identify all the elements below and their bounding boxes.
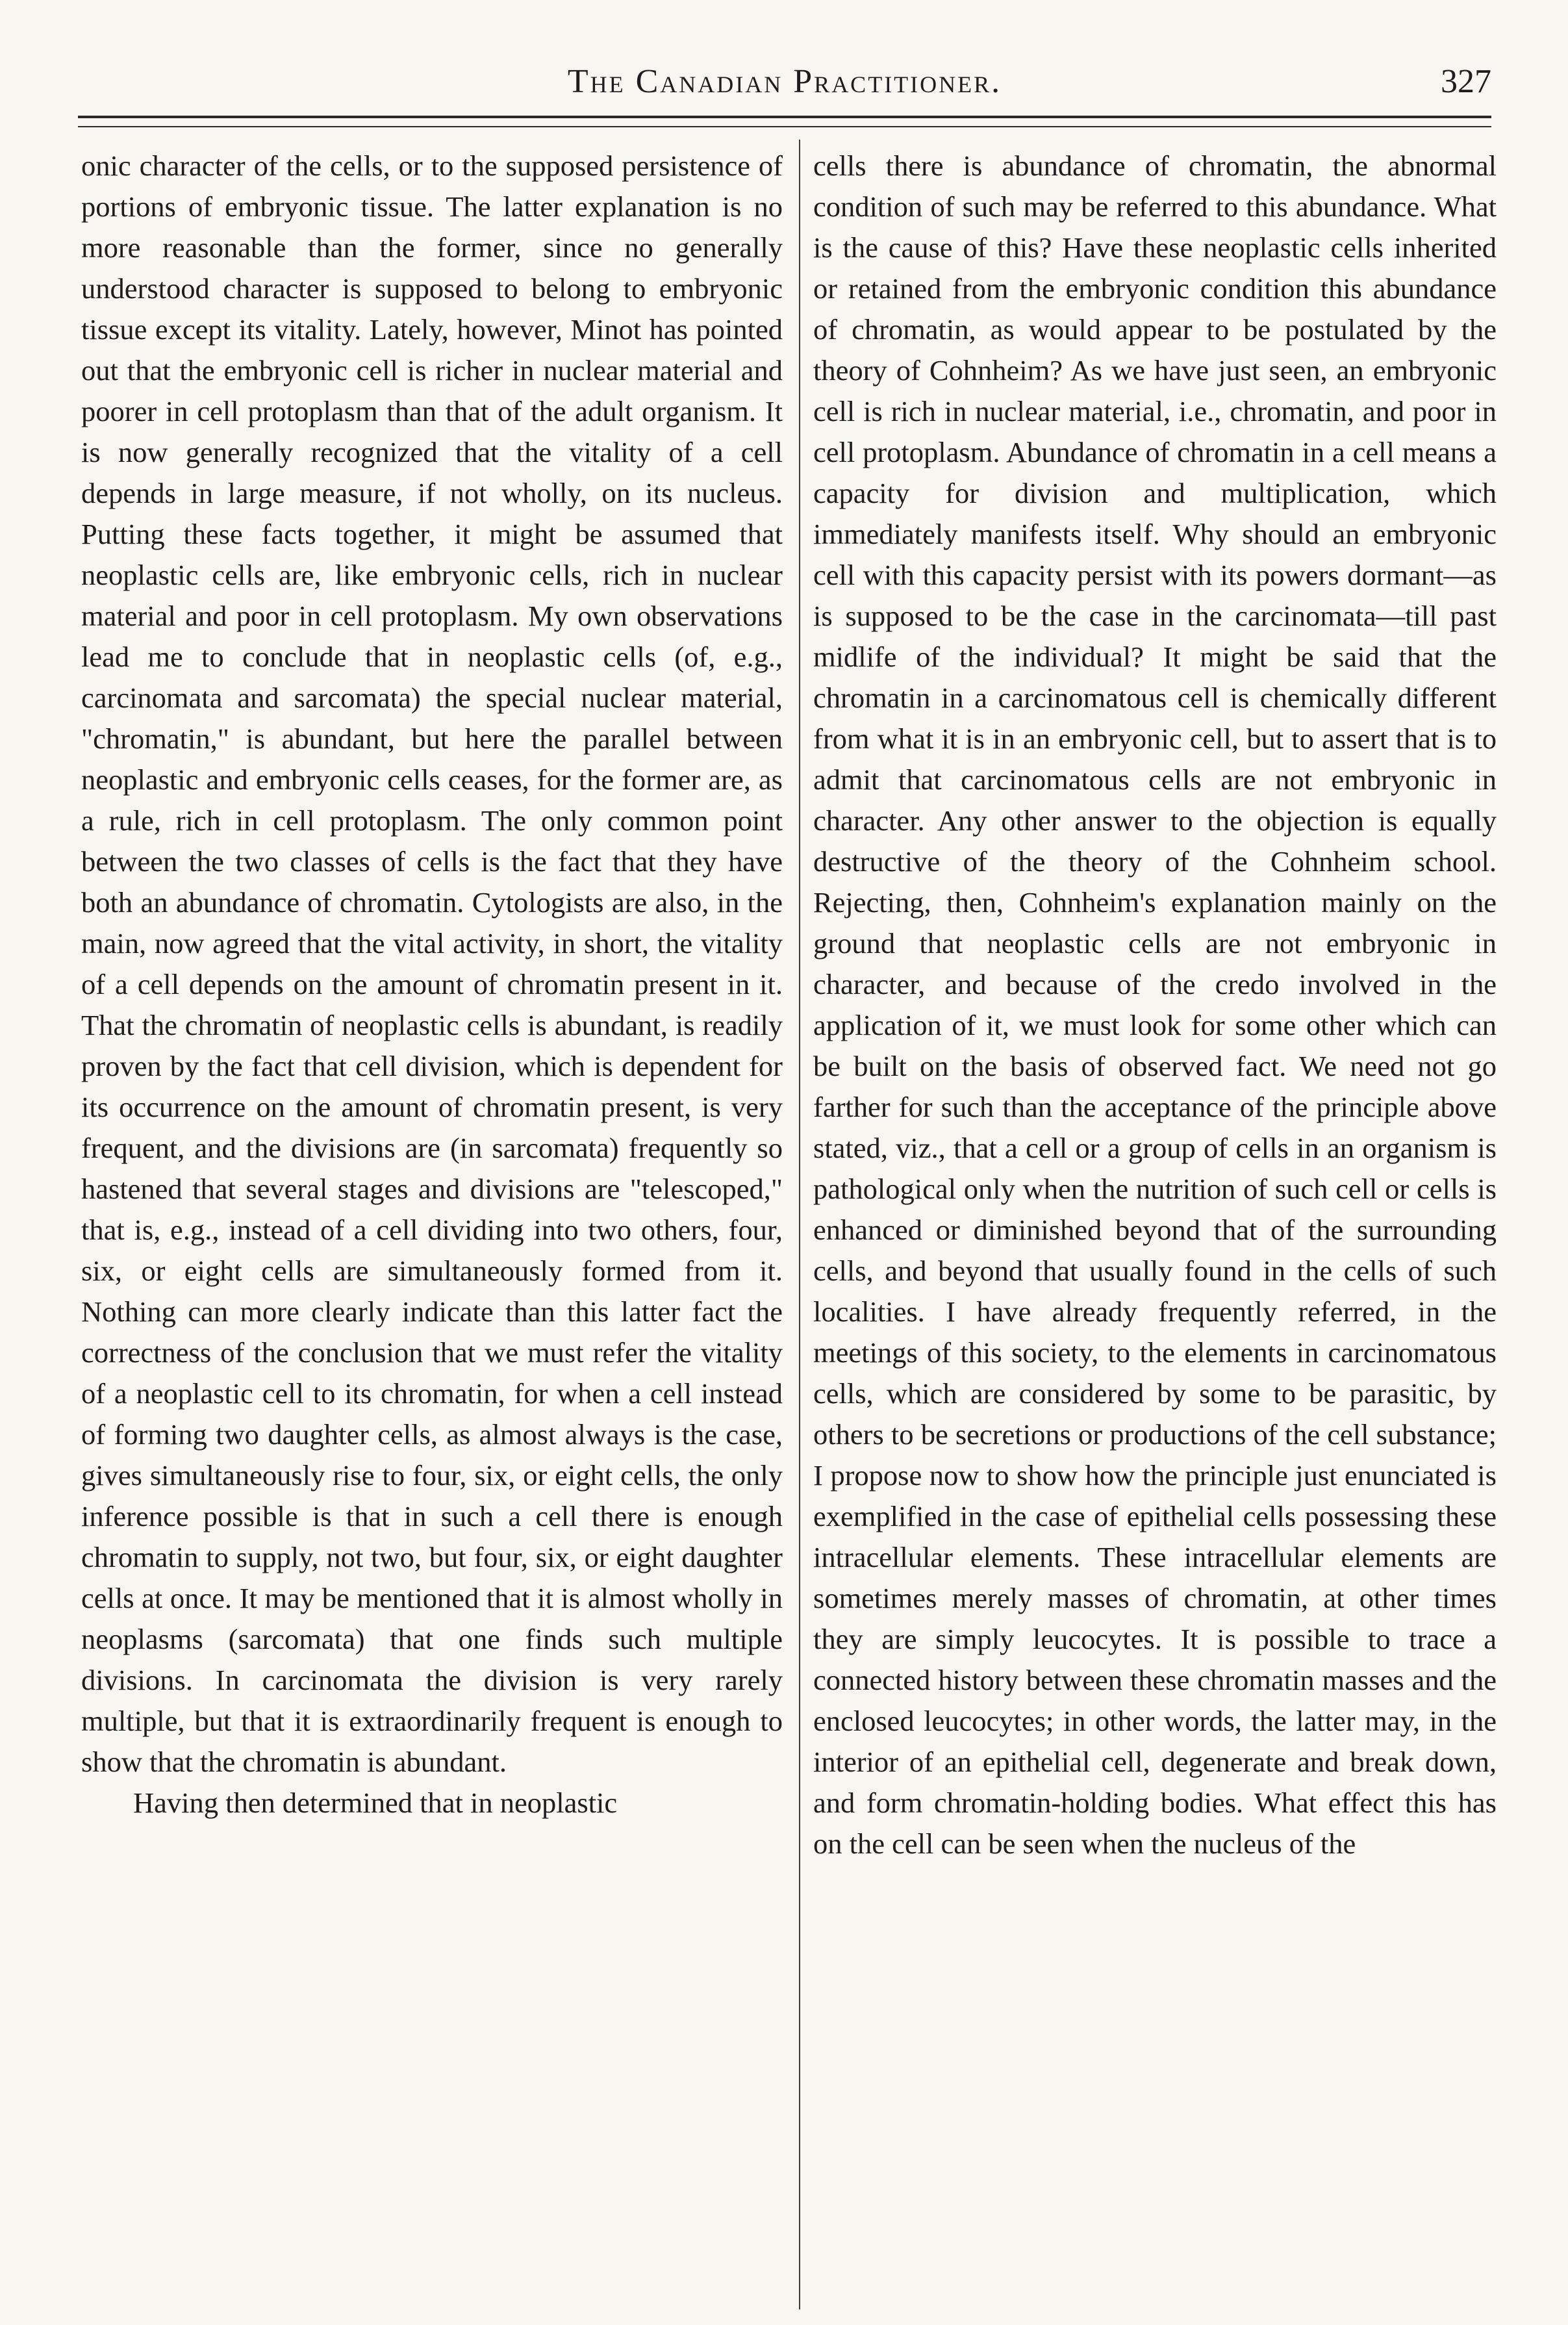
- left-column: [81, 146, 783, 1823]
- header-rule-thick: [78, 116, 1491, 118]
- column-divider: [799, 140, 800, 2309]
- page-header: [78, 62, 1491, 108]
- running-title: The Canadian Practitioner.: [567, 63, 1002, 100]
- right-column: [813, 146, 1497, 1864]
- header-rule-thin: [78, 126, 1491, 127]
- right-paragraph-1: cells there is abundance of chromatin, the abnormal condition of such may be referred to this abundance. What is the cause of this? Have these neoplastic cells inherited or retained from the embryonic condition this abundance of chromatin, as would appear to be postulated by the theory of Cohnheim? As we have just seen, an embryonic cell is rich in nuclear material, i.e., chromatin, and poor in cell protoplasm. Abundance of chromatin in a cell means a capacity for division and multiplication, which immediately manifests itself. Why should an embryonic cell with this capacity persist with its powers dormant—as is supposed to be the case in the carcinomata—till past midlife of the individual? It might be said that the chromatin in a carcinomatous cell is chemically different from what it is in an embryonic cell, but to assert that is to admit that carcinomatous cells are not embryonic in character. Any other answer to the objection is equally destructive of the theory of the Cohnheim school. Rejecting, then, Cohnheim's explanation mainly on the ground that neoplastic cells are not embryonic in character, and because of the credo involved in the application of it, we must look for some other which can be built on the basis of observed fact. We need not go farther for such than the acceptance of the principle above stated, viz., that a cell or a group of cells in an organism is pathological only when the nutrition of such cell or cells is enhanced or diminished beyond that of the surrounding cells, and beyond that usually found in the cells of such localities. I have already frequently referred, in the meetings of this society, to the elements in carcinomatous cells, which are considered by some to be parasitic, by others to be secretions or productions of the cell substance; I propose now to show how the principle just enunciated is exemplified in the case of epithelial cells possessing these intracellular elements. These intracellular elements are sometimes merely masses of chromatin, at other times they are simply leucocytes. It is possible to trace a connected history between these chromatin masses and the enclosed leucocytes; in other words, the latter may, in the interior of an epithelial cell, degenerate and break down, and form chromatin-holding bodies. What effect this has on the cell can be seen when the nucleus of the: [813, 149, 1497, 1860]
- left-paragraph-1: onic character of the cells, or to the supposed persistence of portions of embryonic tissue. The latter explanation is no more reasonable than the former, since no generally understood character is supposed to belong to embryonic tissue except its vitality. Lately, however, Minot has pointed out that the embryonic cell is richer in nuclear material and poorer in cell protoplasm than that of the adult organism. It is now generally recognized that the vitality of a cell depends in large measure, if not wholly, on its nucleus. Putting these facts together, it might be assumed that neoplastic cells are, like embryonic cells, rich in nuclear material and poor in cell protoplasm. My own observations lead me to conclude that in neoplastic cells (of, e.g., carcinomata and sarcomata) the special nuclear material, "chromatin," is abundant, but here the parallel between neoplastic and embryonic cells ceases, for the former are, as a rule, rich in cell protoplasm. The only common point between the two classes of cells is the fact that they have both an abundance of chromatin. Cytologists are also, in the main, now agreed that the vital activity, in short, the vitality of a cell depends on the amount of chromatin present in it. That the chromatin of neoplastic cells is abundant, is readily proven by the fact that cell division, which is dependent for its occurrence on the amount of chromatin present, is very frequent, and the divisions are (in sarcomata) frequently so hastened that several stages and divisions are "telescoped," that is, e.g., instead of a cell dividing into two others, four, six, or eight cells are simultaneously formed from it. Nothing can more clearly indicate than this latter fact the correctness of the conclusion that we must refer the vitality of a neoplastic cell to its chromatin, for when a cell instead of forming two daughter cells, as almost always is the case, gives simultaneously rise to four, six, or eight cells, the only inference possible is that in such a cell there is enough chromatin to supply, not two, but four, six, or eight daughter cells at once. It may be mentioned that it is almost wholly in neoplasms (sarcomata) that one finds such multiple divisions. In carcinomata the division is very rarely multiple, but that it is extraordinarily frequent is enough to show that the chromatin is abundant.: [81, 149, 783, 1778]
- left-paragraph-2: Having then determined that in neoplastic: [133, 1786, 618, 1819]
- page-number: 327: [1441, 63, 1491, 100]
